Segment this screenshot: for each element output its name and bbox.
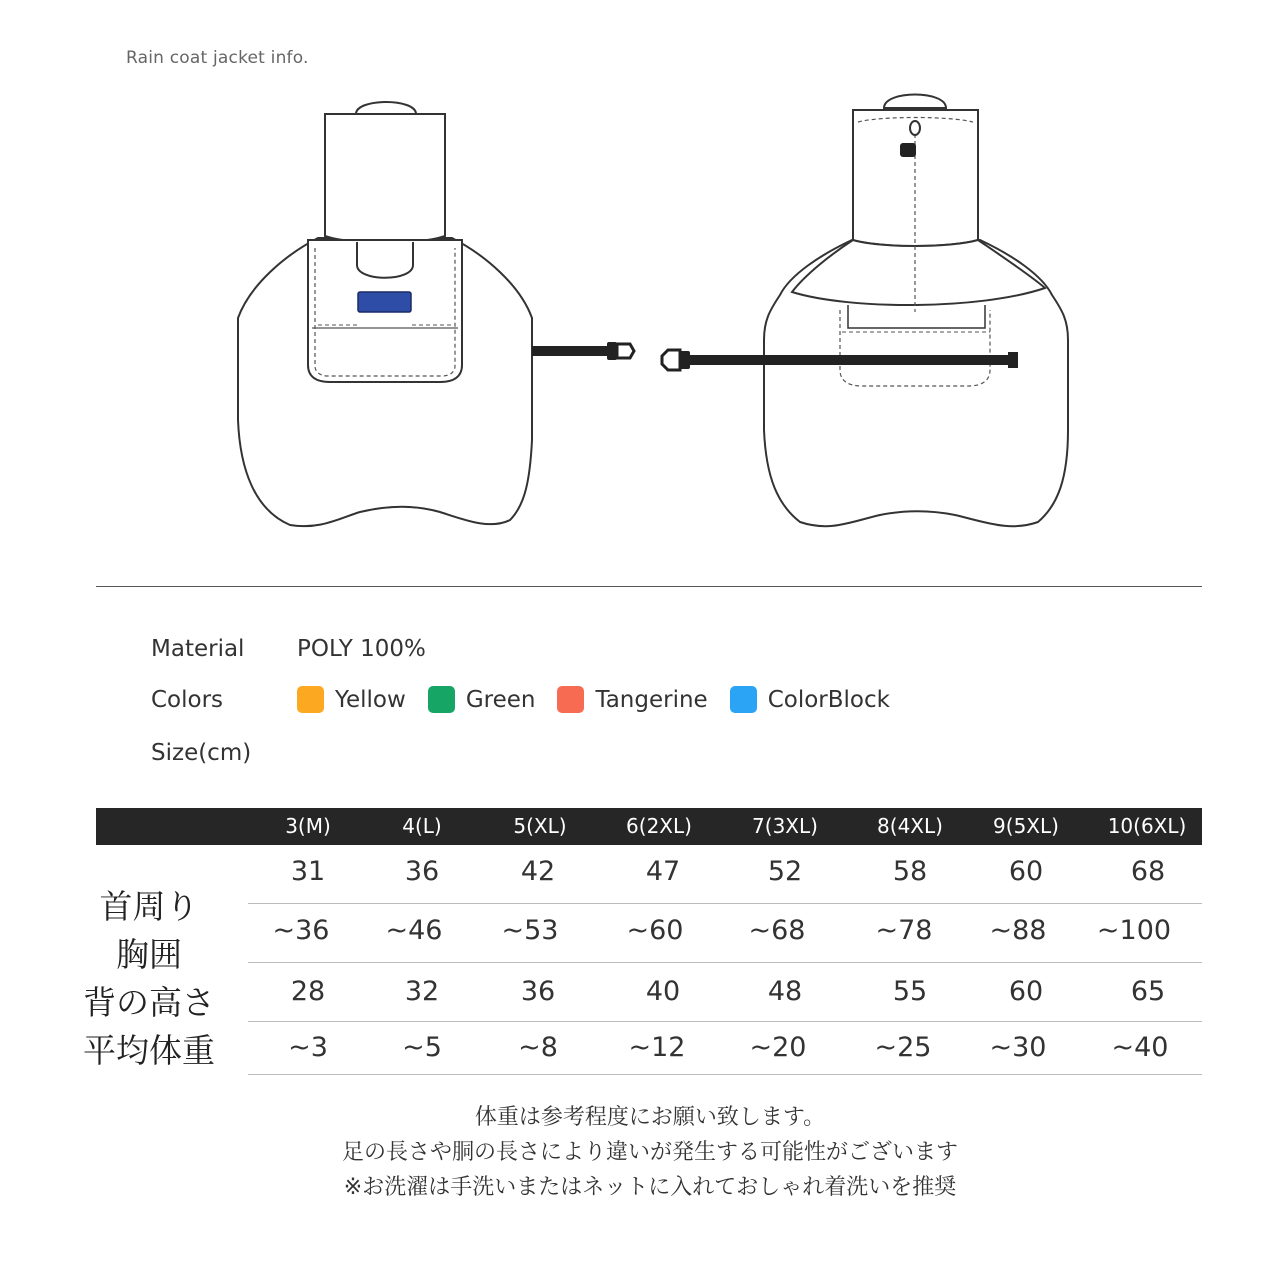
table-cell: ~100 [1096, 915, 1172, 946]
table-cell: ~46 [385, 915, 443, 946]
column-header: 9(5XL) [993, 814, 1059, 838]
material-label: Material [151, 636, 245, 662]
column-header: 7(3XL) [752, 814, 818, 838]
table-cell: 32 [404, 976, 440, 1007]
table-cell: 60 [1008, 976, 1044, 1007]
column-header: 3(M) [285, 814, 331, 838]
column-header: 6(2XL) [626, 814, 692, 838]
yellow-swatch [297, 686, 324, 713]
table-cell: 68 [1130, 856, 1166, 887]
table-cell: ~30 [989, 1032, 1047, 1063]
table-cell: ~3 [288, 1032, 328, 1063]
material-row [151, 636, 426, 662]
table-cell: 36 [404, 856, 440, 887]
notes [0, 1100, 1280, 1205]
table-cell: ~68 [748, 915, 806, 946]
color-option-tangerine [557, 686, 707, 713]
size-row [151, 740, 297, 766]
color-option-green [428, 686, 536, 713]
color-name: Tangerine [595, 686, 708, 713]
row-divider [248, 962, 1202, 963]
table-cell: 31 [290, 856, 326, 887]
table-cell: ~12 [628, 1032, 686, 1063]
table-cell: 60 [1008, 856, 1044, 887]
table-cell: 48 [767, 976, 803, 1007]
raincoat-front-illustration [238, 102, 532, 526]
row-label-neck: 首周り [99, 887, 199, 926]
front-strap [532, 342, 634, 360]
table-cell: 65 [1130, 976, 1166, 1007]
table-cell: ~36 [272, 915, 330, 946]
color-name: Yellow [335, 686, 406, 713]
color-option-colorblock [730, 686, 890, 713]
note-line: ※お洗濯は手洗いまたはネットに入れておしゃれ着洗いを推奨 [343, 1175, 957, 1200]
table-cell: ~25 [874, 1032, 932, 1063]
table-cell: 28 [290, 976, 326, 1007]
row-divider [248, 1074, 1202, 1075]
table-cell: ~40 [1111, 1032, 1169, 1063]
table-cell: 52 [767, 856, 803, 887]
table-cell: 40 [645, 976, 681, 1007]
column-header: 5(XL) [513, 814, 567, 838]
table-header [96, 808, 1202, 845]
table-cell: ~5 [402, 1032, 442, 1063]
green-swatch [428, 686, 455, 713]
material-value: POLY 100% [297, 636, 426, 662]
tangerine-swatch [557, 686, 584, 713]
row-label-back-length: 背の高さ [83, 983, 215, 1022]
row-divider [248, 1021, 1202, 1022]
table-cell: 36 [520, 976, 556, 1007]
table-cell: ~88 [989, 915, 1047, 946]
table-cell: ~78 [875, 915, 933, 946]
note-line: 体重は参考程度にお願い致します。 [474, 1105, 826, 1130]
size-label: Size(cm) [151, 740, 252, 766]
page-title: Rain coat jacket info. [126, 48, 309, 68]
colorblock-swatch [730, 686, 757, 713]
row-divider [248, 903, 1202, 904]
table-cell: ~60 [626, 915, 684, 946]
label-patch [358, 292, 411, 312]
table-cell: ~20 [749, 1032, 807, 1063]
color-name: Green [465, 686, 536, 713]
colors-row [151, 686, 912, 713]
note-line: 足の長さや胴の長さにより違いが発生する可能性がございます [341, 1140, 958, 1165]
section-divider [96, 586, 1202, 587]
color-option-yellow [297, 686, 406, 713]
column-header: 4(L) [402, 814, 442, 838]
color-name: ColorBlock [767, 686, 890, 713]
table-cell: 58 [892, 856, 928, 887]
column-header: 10(6XL) [1107, 814, 1187, 838]
raincoat-back-illustration [764, 95, 1068, 527]
table-cell: ~8 [518, 1032, 558, 1063]
table-cell: 55 [892, 976, 928, 1007]
raincoat-illustrations [0, 0, 1280, 580]
row-label-weight: 平均体重 [83, 1031, 215, 1070]
table-cell: 47 [645, 856, 681, 887]
colors-label: Colors [151, 686, 224, 713]
column-header: 8(4XL) [877, 814, 943, 838]
row-label-chest: 胸囲 [116, 935, 182, 974]
table-cell: ~53 [501, 915, 559, 946]
table-cell: 42 [520, 856, 556, 887]
